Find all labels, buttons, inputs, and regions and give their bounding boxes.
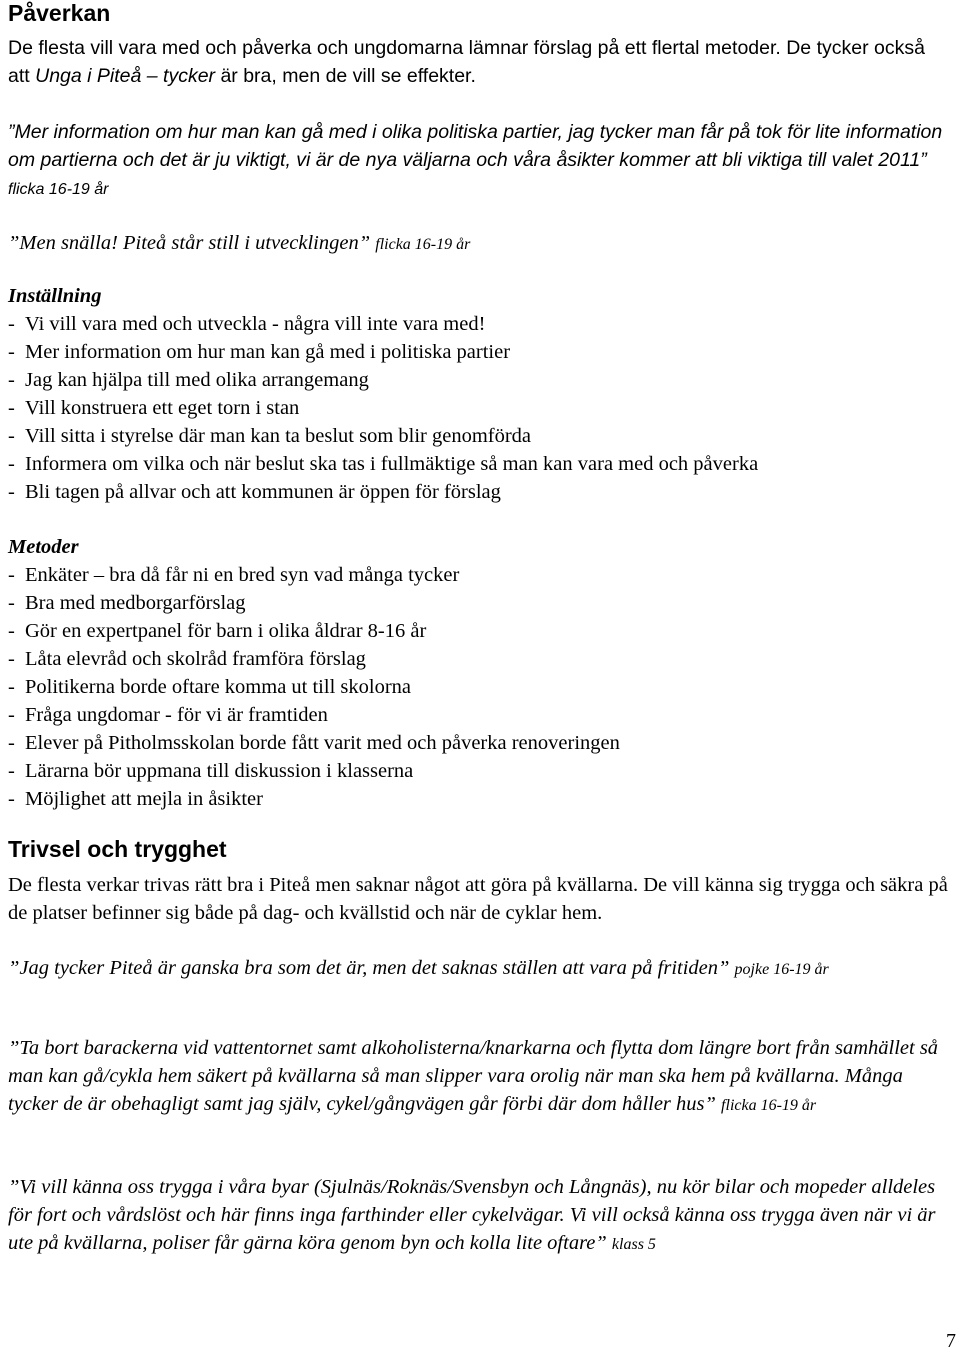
metoder-list [8,561,620,813]
list-item: - Möjlighet att mejla in åsikter [8,785,620,813]
list-item: - Gör en expertpanel för barn i olika åldrar 8-16 år [8,617,620,645]
quote-partier: ”Mer information om hur man kan gå med i olika politiska partier, jag tycker man får på tok för lite information om partierna och det är ju viktigt, vi är de nya väljarna och våra åsikter kommer att bli viktiga till valet 2011” flicka 16-19 år [8,121,943,198]
heading-paverkan: Påverkan [8,0,111,26]
list-item: - Fråga ungdomar - för vi är framtiden [8,701,620,729]
list-item: - Lärarna bör uppmana till diskussion i klasserna [8,757,620,785]
list-item: - Vill sitta i styrelse där man kan ta beslut som blir genomförda [8,422,758,450]
quote-men-snalla: ”Men snälla! Piteå står still i utvecklingen” flicka 16-19 år [8,232,471,254]
list-item: - Enkäter – bra då får ni en bred syn vad många tycker [8,561,620,589]
list-item: - Vi vill vara med och utveckla - några vill inte vara med! [8,310,758,338]
quote-attribution: flicka 16-19 år [375,236,471,253]
heading-installning: Inställning [8,285,102,307]
list-item: - Låta elevråd och skolråd framföra förslag [8,645,620,673]
installning-list [8,310,758,506]
list-item: - Elever på Pitholmsskolan borde fått varit med och påverka renoveringen [8,729,620,757]
page-number: 7 [946,1330,956,1352]
list-item: - Politikerna borde oftare komma ut till skolorna [8,673,620,701]
list-item: - Vill konstruera ett eget torn i stan [8,394,758,422]
quote-attribution: pojke 16-19 år [734,961,829,978]
trivsel-intro: De flesta verkar trivas rätt bra i Piteå men saknar något att göra på kvällarna. De vill känna sig trygga och säkra på de platser befinner sig både på dag- och kvällstid och när de cyklar hem. [8,874,948,924]
quote-attribution: flicka 16-19 år [721,1097,817,1114]
quote-attribution: klass 5 [611,1236,656,1253]
heading-trivsel: Trivsel och trygghet [8,836,227,862]
list-item: - Bli tagen på allvar och att kommunen är öppen för förslag [8,478,758,506]
intro-italic: Unga i Piteå – tycker [35,65,216,87]
quote-fritiden: ”Jag tycker Piteå är ganska bra som det är, men det saknas ställen att vara på fritiden” pojke 16-19 år [8,957,829,979]
list-item: - Mer information om hur man kan gå med i politiska partier [8,338,758,366]
paverkan-intro: De flesta vill vara med och påverka och ungdomarna lämnar förslag på ett flertal metoder. De tycker också att Unga i Piteå – tycker är bra, men de vill se effekter. [8,37,925,87]
quote-baracker: ”Ta bort barackerna vid vattentornet samt alkoholisterna/knarkarna och flytta dom längre bort från samhället så man kan gå/cykla hem säkert på kvällarna så man slipper vara orolig när man ska hem på kvällarna. Många tycker de är obehagligt samt jag själv, cykel/gångvägen går förbi där dom håller hus” flicka 16-19 år [8,1037,939,1115]
list-item: - Informera om vilka och när beslut ska tas i fullmäktige så man kan vara med och påverka [8,450,758,478]
quote-byar: ”Vi vill känna oss trygga i våra byar (Sjulnäs/Roknäs/Svensbyn och Långnäs), nu kör bilar och mopeder alldeles för fort och vårdslöst och här finns inga farthinder eller cykelvägar. Vi vill också känna oss trygga även när vi är ute på kvällarna, poliser får gärna köra genom byn och kolla lite oftare” klass 5 [8,1176,936,1254]
quote-attribution: flicka 16-19 år [8,181,109,198]
heading-metoder: Metoder [8,536,79,558]
list-item: - Bra med medborgarförslag [8,589,620,617]
list-item: - Jag kan hjälpa till med olika arrangemang [8,366,758,394]
